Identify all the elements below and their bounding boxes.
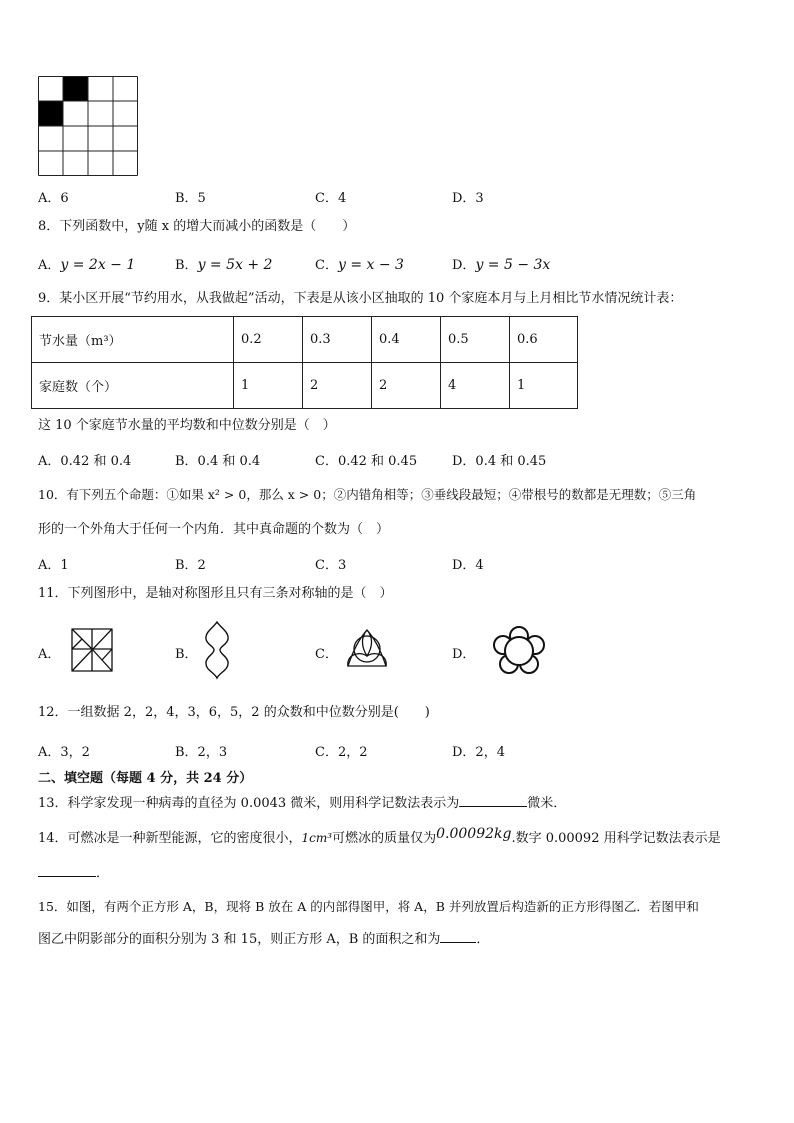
q11-option-a[interactable]: A．	[38, 647, 61, 662]
q11-figure-d	[491, 626, 547, 676]
q9-stem: 9．某小区开展“节约用水，从我做起”活动，下表是从该小区抽取的 10 个家庭本月与上月相比节水情况统计表：	[38, 291, 683, 306]
q12-option-b[interactable]: B．2，3	[175, 745, 228, 760]
table-cell: 0.5	[441, 317, 510, 363]
q11-option-c[interactable]: C．	[315, 647, 338, 662]
q7-option-c[interactable]: C．4	[315, 191, 347, 206]
q8-option-b-letter: B．	[175, 258, 198, 273]
table-cell: 0.2	[234, 317, 303, 363]
table-cell: 0.3	[303, 317, 372, 363]
table-row-label: 节水量（m³）	[32, 317, 234, 363]
table-cell: 0.4	[372, 317, 441, 363]
q8-option-c-letter: C．	[315, 258, 338, 273]
q8-stem: 8．下列函数中，y随 x 的增大而减小的函数是（ ）	[38, 219, 356, 234]
q11-stem: 11．下列图形中，是轴对称图形且只有三条对称轴的是（ ）	[38, 586, 393, 601]
q14-line1	[38, 826, 721, 847]
table-cell: 0.6	[510, 317, 578, 363]
q14-line2	[38, 864, 109, 882]
q10-line1: 10．有下列五个命题：①如果 x² > 0，那么 x > 0；②内错角相等；③垂线段最短；④带根号的数都是无理数；⑤三角	[38, 487, 697, 502]
shaded-grid-cell	[38, 101, 63, 126]
q15-answer-blank[interactable]	[440, 930, 476, 943]
q10-option-c[interactable]: C．3	[315, 558, 347, 573]
q14-line2-end: ．	[96, 866, 110, 881]
q10-option-a[interactable]: A．1	[38, 558, 69, 573]
q9-option-c[interactable]: C．0.42 和 0.45	[315, 454, 418, 469]
q8-option-a-letter: A．	[38, 258, 61, 273]
q8-option-d-letter: D．	[452, 258, 476, 273]
q7-option-a[interactable]: A．6	[38, 191, 69, 206]
q7-option-b[interactable]: B．5	[175, 191, 206, 206]
q9-option-a[interactable]: A．0.42 和 0.4	[38, 454, 132, 469]
q8-option-c[interactable]	[315, 254, 404, 273]
section-title-fill-in: 二、填空题（每题 4 分，共 24 分）	[38, 771, 253, 786]
table-cell: 2	[372, 363, 441, 409]
q12-option-c[interactable]: C．2，2	[315, 745, 368, 760]
q14-text-a: 14．可燃冰是一种新型能源，它的密度很小，	[38, 831, 302, 846]
q14-text-c: .数字 0.00092 用科学记数法表示是	[511, 831, 721, 846]
q7-option-d[interactable]: D．3	[452, 191, 484, 206]
q9-option-b[interactable]: B．0.4 和 0.4	[175, 454, 261, 469]
q11-figure-b	[203, 620, 231, 680]
table-cell: 1	[234, 363, 303, 409]
q8-option-b-expr: y = 5x + 2	[197, 257, 273, 273]
table-cell: 1	[510, 363, 578, 409]
table-row-label: 家庭数（个）	[32, 363, 234, 409]
q8-option-c-expr: y = x − 3	[337, 257, 404, 273]
q8-option-d-expr: y = 5 − 3x	[475, 257, 551, 273]
q10-line2: 形的一个外角大于任何一个内角．其中真命题的个数为（ ）	[38, 522, 390, 537]
q8-option-a[interactable]	[38, 254, 135, 273]
q9-question: 这 10 个家庭节水量的平均数和中位数分别是（ ）	[38, 418, 336, 433]
q11-option-d[interactable]: D．	[452, 647, 476, 662]
q15-line1: 15．如图，有两个正方形 A，B，现将 B 放在 A 的内部得图甲，将 A，B 并列放置后构造新的正方形得图乙．若图甲和	[38, 899, 699, 914]
q12-stem: 12．一组数据 2，2，4，3，6，5，2 的众数和中位数分别是( )	[38, 705, 430, 720]
q14-unit: 1cm³	[301, 831, 333, 845]
q15-text-b: ．	[476, 932, 490, 947]
shaded-grid-cell	[63, 76, 88, 101]
q8-option-b[interactable]	[175, 254, 272, 273]
q14-mass: 0.00092kg	[436, 826, 512, 842]
q13-text-after: 微米．	[527, 796, 567, 811]
q14-answer-blank[interactable]	[38, 864, 96, 877]
q15-text-a: 图乙中阴影部分的面积分别为 3 和 15，则正方形 A，B 的面积之和为	[38, 932, 441, 947]
q13-text-before: 13．科学家发现一种病毒的直径为 0.0043 微米，则用科学记数法表示为	[38, 796, 460, 811]
q11-option-b[interactable]: B．	[175, 647, 198, 662]
q10-option-d[interactable]: D．4	[452, 558, 484, 573]
table-cell: 2	[303, 363, 372, 409]
q13-answer-blank[interactable]	[459, 794, 527, 807]
table-row	[32, 363, 578, 409]
q7-grid	[38, 76, 138, 180]
q9-stats-table	[31, 316, 578, 409]
q14-text-b: 可燃冰的质量仅为	[332, 831, 437, 846]
q15-line2	[38, 930, 489, 948]
q12-option-a[interactable]: A．3，2	[38, 745, 90, 760]
q8-option-a-expr: y = 2x − 1	[60, 257, 136, 273]
q10-option-b[interactable]: B．2	[175, 558, 206, 573]
q8-option-d[interactable]	[452, 254, 550, 273]
square-grid-figure	[38, 76, 138, 176]
q11-figure-a	[70, 627, 114, 673]
table-row	[32, 317, 578, 363]
q11-figure-c	[342, 626, 392, 672]
q9-option-d[interactable]: D．0.4 和 0.45	[452, 454, 547, 469]
table-cell: 4	[441, 363, 510, 409]
q13-line	[38, 794, 566, 812]
q12-option-d[interactable]: D．2，4	[452, 745, 505, 760]
